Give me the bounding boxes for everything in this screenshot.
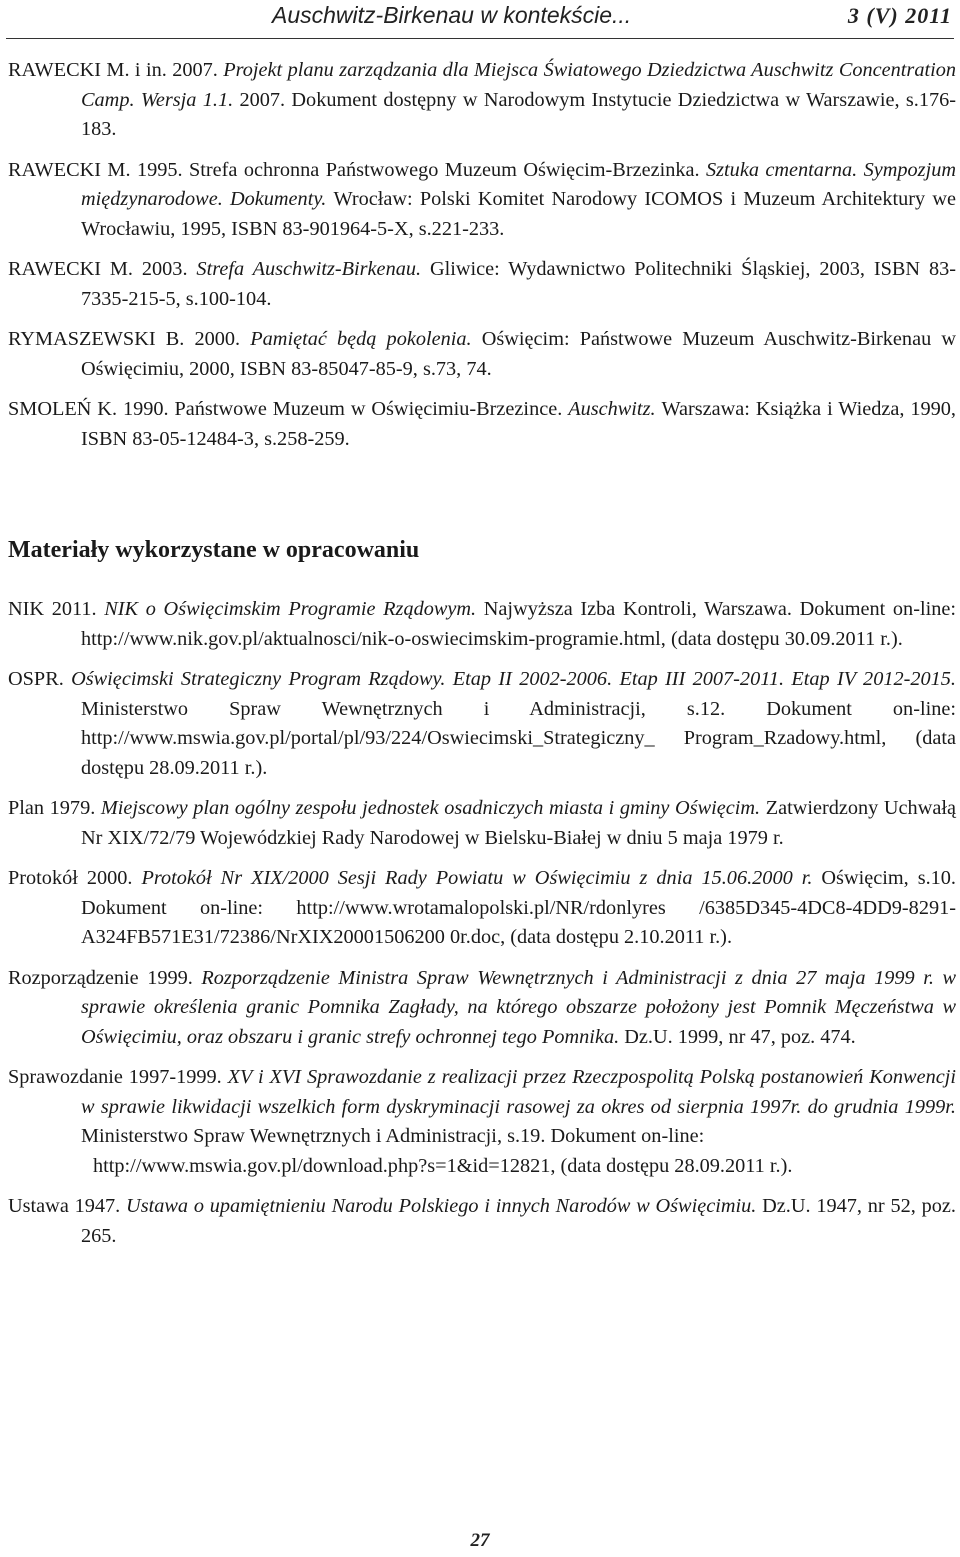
issue-number: 3 (V) 2011 [847,3,952,28]
reference-entry [8,56,956,145]
reference-lead: Rozporządzenie 1999. [8,966,202,989]
reference-title: NIK o Oświęcimskim Programie Rządowym. [104,598,484,620]
reference-title: Rozporządzenie Ministra Spraw Wewnętrznych i Administracji z dnia 27 maja 1999 r. w sprawie określenia granic Pomnika Zagłady, na którego obszarze położony jest Pomnik Męczeństwa w Oświęcimiu, oraz obszaru i granic strefy ochronnej tego Pomnika. [81,966,956,1048]
reference-tail: Najwyższa Izba Kontroli, Warszawa. Dokument on-line: http://www.nik.gov.pl/aktualnosci/nik-o-oswiecimskim-programie.html, (data dostępu 30.09.2011 r.). [81,598,956,650]
reference-entry [8,395,956,454]
reference-entry [8,665,956,783]
reference-tail: Dz.U. 1999, nr 47, poz. 474. [624,1025,856,1048]
reference-entry [8,794,956,853]
reference-tail: Gliwice: Wydawnictwo Politechniki Śląskiej, 2003, ISBN 83-7335-215-5, s.100-104. [81,258,956,310]
reference-title: Ustawa o upamiętnieniu Narodu Polskiego i innych Narodów w Oświęcimiu. [126,1195,763,1217]
reference-entry [8,156,956,245]
reference-title: XV i XVI Sprawozdanie z realizacji przez Rzeczpospolitą Polską postanowień Konwencji w sprawie likwidacji wszelkich form dyskryminacji rasowej za okres od sierpnia 1997r. do grudnia 1999r. [81,1066,956,1118]
reference-lead: RYMASZEWSKI B. 2000. [8,328,251,350]
reference-url: http://www.mswia.gov.pl/download.php?s=1&id=12821, (data dostępu 28.09.2011 r.). [93,1154,793,1177]
reference-title: Auschwitz. [568,398,662,420]
reference-lead: Ustawa 1947. [8,1195,127,1217]
reference-lead: RAWECKI M. i in. 2007. [8,59,224,81]
reference-lead: OSPR. [8,668,72,690]
reference-tail: Dz.U. 1947, nr 52, poz. 265. [81,1195,956,1247]
reference-title: Oświęcimski Strategiczny Program Rządowy. Etap II 2002-2006. Etap III 2007-2011. Etap IV 2012-2015. [71,668,956,690]
reference-tail: Zatwierdzony Uchwałą Nr XIX/72/79 Wojewódzkiej Rady Narodowej w Bielsku-Białej w dniu 5 maja 1979 r. [81,797,956,849]
header-rule [6,38,954,39]
reference-tail: Wrocław: Polski Komitet Narodowy ICOMOS i Muzeum Architektury we Wrocławiu, 1995, ISBN 83-901964-5-X, s.221-233. [81,188,956,240]
bibliography-list [8,56,956,465]
reference-tail: Oświęcim: Państwowe Muzeum Auschwitz-Birkenau w Oświęcimiu, 2000, ISBN 83-85047-85-9, s.73, 74. [81,328,956,380]
reference-lead: RAWECKI M. 1995. Strefa ochronna Państwowego Muzeum Oświęcim-Brzezinka. [8,158,707,181]
reference-lead: Plan 1979. [8,797,101,819]
reference-entry [8,595,956,654]
reference-title: Projekt planu zarządzania dla Miejsca Światowego Dziedzictwa Auschwitz Concentration Camp. Wersja 1.1. [81,59,957,111]
reference-tail: Ministerstwo Spraw Wewnętrznych i Administracji, s.12. Dokument on-line: http://www.mswia.gov.pl/portal/pl/93/224/Oswiecimski_Strategiczny_ Program_Rzadowy.html, (data dostępu 28.09.2011 r.). [81,697,956,779]
reference-tail: Ministerstwo Spraw Wewnętrznych i Administracji, s.19. Dokument on-line: [81,1125,705,1147]
reference-lead: NIK 2011. [8,598,105,620]
reference-title: Protokół Nr XIX/2000 Sesji Rady Powiatu w Oświęcimiu z dnia 15.06.2000 r. [141,867,822,889]
section-heading: Materiały wykorzystane w opracowaniu [8,537,420,563]
reference-title: Pamiętać będą pokolenia. [250,328,482,350]
reference-entry [8,325,956,384]
page-number: 27 [470,1530,490,1551]
reference-title: Miejscowy plan ogólny zespołu jednostek osadniczych miasta i gminy Oświęcim. [100,797,766,819]
reference-title: Strefa Auschwitz-Birkenau. [196,258,430,280]
reference-tail: Oświęcim, s.10. Dokument on-line: http://www.wrotamalopolski.pl/NR/rdonlyres /6385D345-4DC8-4DD9-8291-A324FB571E31/72386/NrXIX20001506200 0r.doc, (data dostępu 2.10.2011 r.). [81,867,957,948]
running-head [0,0,960,44]
reference-tail: Warszawa: Książka i Wiedza, 1990, ISBN 83-05-12484-3, s.258-259. [81,398,956,450]
reference-tail: 2007. Dokument dostępny w Narodowym Instytucie Dziedzictwa w Warszawie, s.176-183. [81,88,956,140]
journal-title: Auschwitz-Birkenau w kontekście... [272,2,632,28]
reference-entry [8,1063,956,1181]
reference-entry [8,255,956,314]
reference-entry [8,1192,956,1251]
reference-lead: Sprawozdanie 1997-1999. [8,1066,228,1088]
reference-lead: SMOLEŃ K. 1990. Państwowe Muzeum w Oświęcimiu-Brzezince. [8,398,569,420]
reference-title: Sztuka cmentarna. Sympozjum międzynarodowe. Dokumenty. [81,158,956,210]
materials-list [8,595,956,1262]
reference-lead: Protokół 2000. [8,867,142,889]
reference-entry [8,964,956,1053]
reference-lead: RAWECKI M. 2003. [8,258,197,280]
reference-entry [8,864,956,953]
